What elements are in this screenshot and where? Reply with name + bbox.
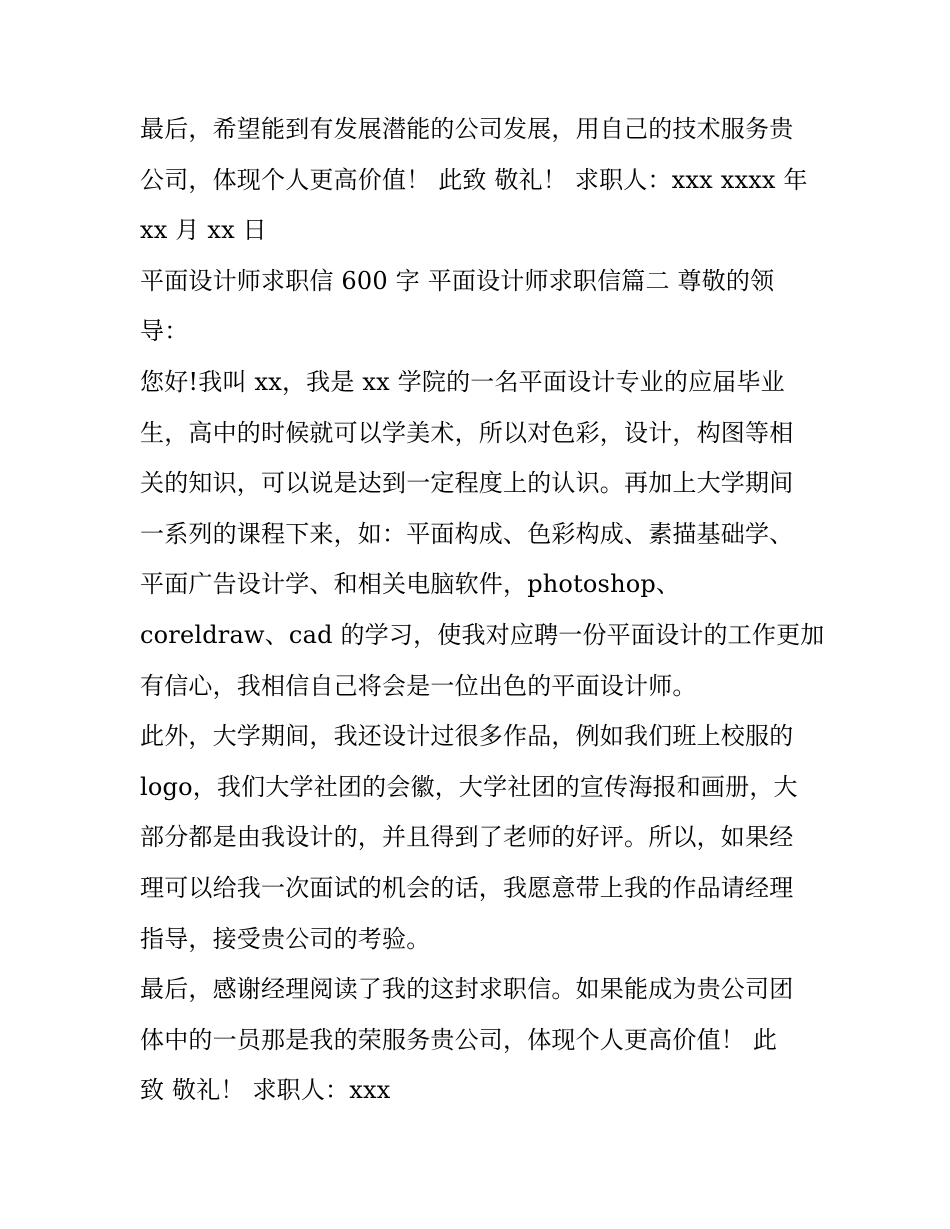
text-line: 此外，大学期间，我还设计过很多作品，例如我们班上校服的 [140,722,794,751]
section-heading-line: 平面设计师求职信 600 字 平面设计师求职信篇二 尊敬的领 [140,266,775,295]
text-line: 有信心，我相信自己将会是一位出色的平面设计师。 [140,671,697,700]
text-line: 您好!我叫 xx，我是 xx 学院的一名平面设计专业的应届毕业 [140,367,785,396]
text-line: 体中的一员那是我的荣服务贵公司，体现个人更高价值！ 此 [140,1025,778,1054]
text-line: 最后，希望能到有发展潜能的公司发展，用自己的技术服务贵 [140,115,794,143]
text-line: 生，高中的时候就可以学美术，所以对色彩，设计，构图等相 [140,418,794,447]
text-line: 指导，接受贵公司的考验。 [140,924,431,953]
section-heading-line: 导： [140,317,189,346]
text-line: 理可以给我一次面试的机会的话，我愿意带上我的作品请经理 [140,873,794,902]
document-body [140,104,825,1116]
text-line: coreldraw、cad 的学习，使我对应聘一份平面设计的工作更加 [140,620,825,649]
text-line: 最后，感谢经理阅读了我的这封求职信。如果能成为贵公司团 [140,975,794,1004]
text-line: 致 敬礼！ 求职人：xxx [140,1076,391,1105]
text-line: 部分都是由我设计的，并且得到了老师的好评。所以，如果经 [140,823,794,852]
text-line: 关的知识，可以说是达到一定程度上的认识。再加上大学期间 [140,469,794,498]
text-line: 一系列的课程下来，如：平面构成、色彩构成、素描基础学、 [140,519,794,548]
text-line: 平面广告设计学、和相关电脑软件，photoshop、 [140,570,681,599]
text-line: 公司，体现个人更高价值！ 此致 敬礼！ 求职人：xxx xxxx 年 [140,165,808,194]
text-line: logo，我们大学社团的会徽，大学社团的宣传海报和画册，大 [140,772,798,801]
text-line: xx 月 xx 日 [140,216,267,245]
